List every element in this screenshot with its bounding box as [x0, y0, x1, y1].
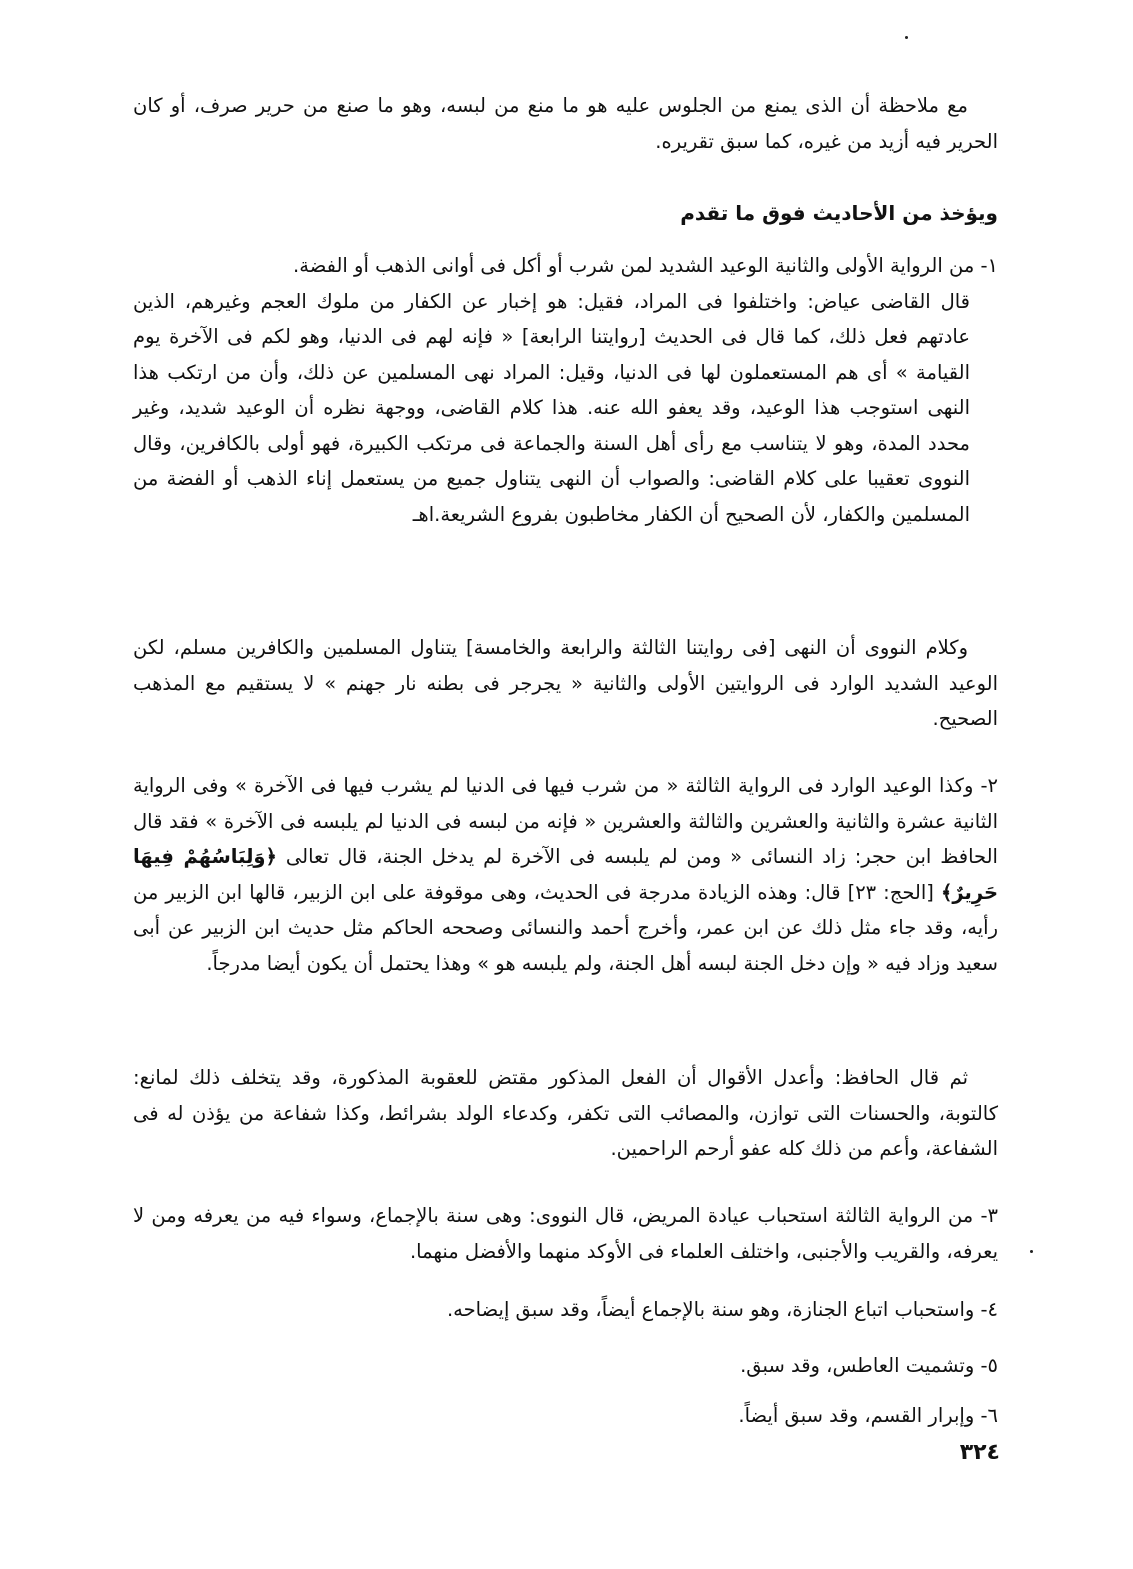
intro-paragraph: مع ملاحظة أن الذى يمنع من الجلوس عليه هو ما منع من لبسه، وهو ما صنع من حرير صرف، أو كان الحرير فيه أزيد من غيره، كما سبق تقريره. [133, 94, 998, 153]
list-item-2 [133, 768, 998, 981]
item-2-text-a: ٢- وكذا الوعيد الوارد فى الرواية الثالثة « من شرب فيها فى الدنيا لم يشرب فيها فى الآخرة » وفى الرواية الثانية عشرة والثانية والعشرين والثالثة والعشرين « فإنه من لبسه فى الدنيا لم يلبسه فى الآخرة » فقد قال الحافظ ابن حجر: زاد النسائى « ومن لم يلبسه فى الآخرة لم يدخل الجنة، قال تعالى [133, 774, 998, 868]
quran-verse: ﴿وَلِبَاسُهُمْ فِيهَا حَرِيرٌ﴾ [133, 845, 998, 904]
list-item-3: ٣- من الرواية الثالثة استحباب عيادة المريض، قال النووى: وهى سنة بالإجماع، وسواء فيه من يعرفه ومن لا يعرفه، والقريب والأجنبى، واختلف العلماء فى الأوكد منهما والأفضل منهما. [133, 1204, 998, 1263]
list-item-4: ٤- واستحباب اتباع الجنازة، وهو سنة بالإجماع أيضاً، وقد سبق إيضاحه. [446, 1298, 998, 1321]
page-number: ٣٢٤ [959, 1440, 1000, 1465]
item-1-commentary: وكلام النووى أن النهى [فى روايتنا الثالثة والرابعة والخامسة] يتناول المسلمين والكافرين مسلم، لكن الوعيد الشديد الوارد فى الروايتين الأولى والثانية « يجرجر فى بطنه نار جهنم » لا يستقيم مع المذهب الصحيح. [133, 636, 998, 730]
item-2-text-b: [الحج: ٢٣] قال: وهذه الزيادة مدرجة فى الحديث، وهى موقوفة على ابن الزبير، قالها ابن الزبير من رأيه، وقد جاء مثل ذلك عن ابن عمر، وأخرج أحمد والنسائى وصححه الحاكم مثل حديث ابن الزبير عن أبى سعيد وزاد فيه « وإن دخل الجنة لبسه أهل الجنة، ولم يلبسه هو » وهذا يحتمل أن يكون أيضا مدرجاً. [133, 880, 998, 975]
margin-mark [1030, 1250, 1033, 1253]
item-1-lead: ١- من الرواية الأولى والثانية الوعيد الشديد لمن شرب أو أكل فى أوانى الذهب أو الفضة. [293, 254, 998, 277]
speck-mark [905, 36, 908, 39]
list-item-1 [133, 248, 998, 532]
section-heading: ويؤخذ من الأحاديث فوق ما تقدم [680, 201, 998, 225]
list-item-6: ٦- وإبرار القسم، وقد سبق أيضاً. [738, 1404, 998, 1427]
item-1-quote: قال القاضى عياض: واختلفوا فى المراد، فقيل: هو إخبار عن الكفار من ملوك العجم وغيرهم، الذين عادتهم فعل ذلك، كما قال فى الحديث [روايتنا الرابعة] « فإنه لهم فى الدنيا، وهو لكم فى الآخرة يوم القيامة » أى هم المستعملون لها فى الدنيا، وقيل: المراد نهى المسلمين عن ذلك، وأن من ارتكب هذا النهى استوجب هذا الوعيد، وقد يعفو الله عنه. هذا كلام القاضى، ووجهة نظره أن الوعيد شديد، وغير محدد المدة، وهو لا يتناسب مع رأى أهل السنة والجماعة فى مرتكب الكبيرة، فهو أولى بالكافرين، وقال النووى تعقيبا على كلام القاضى: والصواب أن النهى يتناول جميع من يستعمل إناء الذهب أو الفضة من المسلمين والكفار، لأن الصحيح أن الكفار مخاطبون بفروع الشريعة.اهـ [133, 289, 970, 526]
item-2-commentary: ثم قال الحافظ: وأعدل الأقوال أن الفعل المذكور مقتض للعقوبة المذكورة، وقد يتخلف ذلك لمانع: كالتوبة، والحسنات التى توازن، والمصائب التى تكفر، وكدعاء الولد بشرائط، وكذا شفاعة من يؤذن له فى الشفاعة، وأعم من ذلك كله عفو أرحم الراحمين. [133, 1066, 998, 1160]
list-item-5: ٥- وتشميت العاطس، وقد سبق. [740, 1354, 998, 1377]
